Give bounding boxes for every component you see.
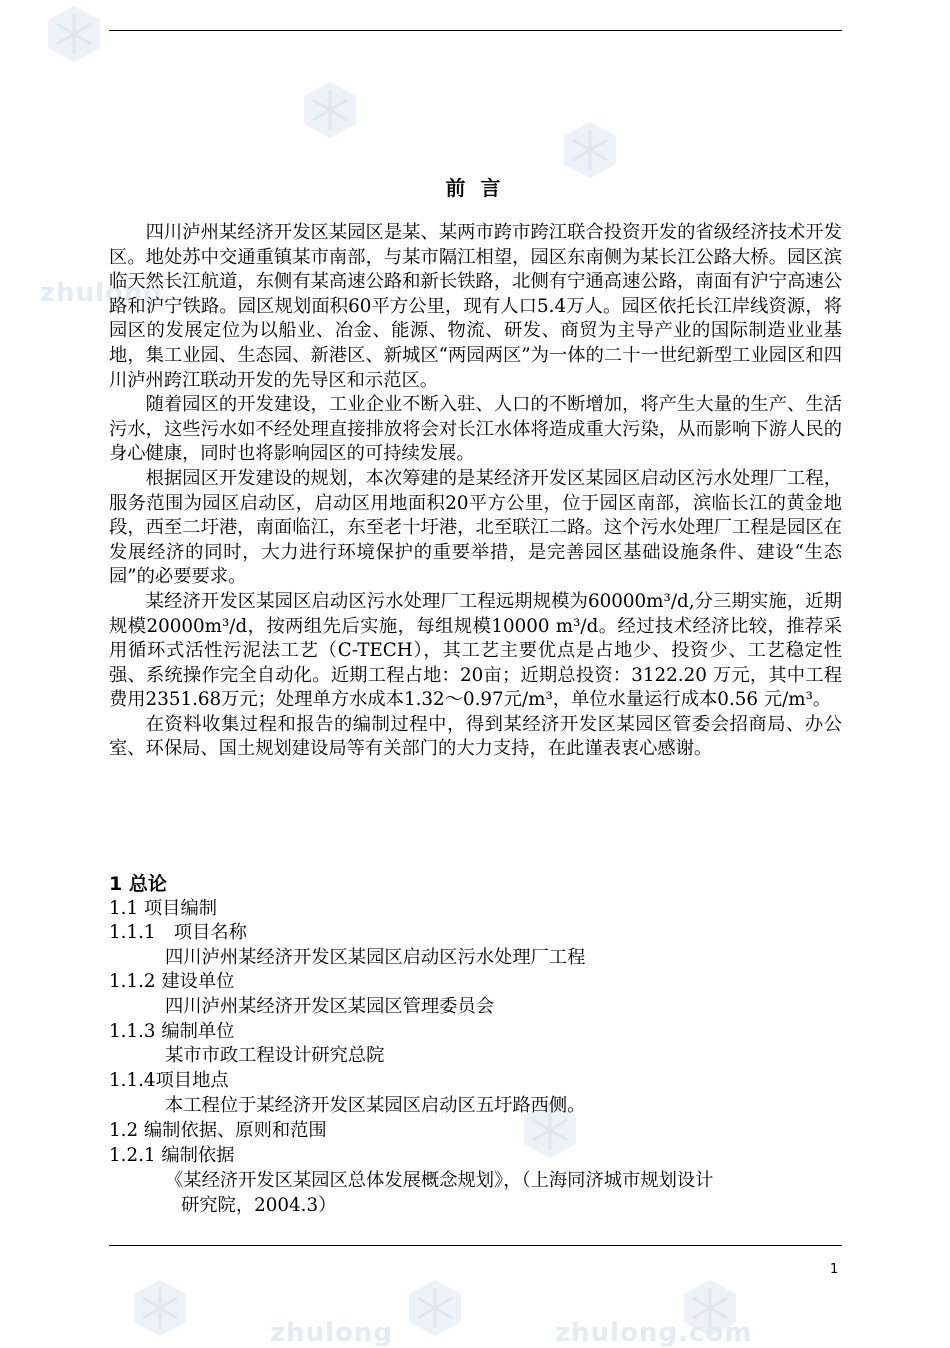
preface-paragraph: 四川泸州某经济开发区某园区是某、某两市跨市跨江联合投资开发的省级经济技术开发区。地处苏中交通重镇某市南部，与某市隔江相望，园区东南侧为某长江公路大桥。园区滨临天然长江航道，东侧有某高速公路和新长铁路，北侧有宁通高速公路，南面有沪宁高速公路和沪宁铁路。园区规划面积60平方公里，现有人口5.4万人。园区依托长江岸线资源，将园区的发展定位为以船业、冶金、能源、物流、研发、商贸为主导产业的国际制造业业基地，集工业园、生态园、新港区、新城区“两园两区”为一体的二十一世纪新型工业园区和四川泸州跨江联动开发的先导区和示范区。 — [109, 222, 842, 391]
preface-paragraph: 随着园区的开发建设，工业企业不断入驻、人口的不断增加，将产生大量的生产、生活污水，这些污水如不经处理直接排放将会对长江水体将造成重大污染，从而影响下游人民的身心健康，同时也将影响园区的可持续发展。 — [109, 394, 842, 465]
footer-rule — [109, 1245, 842, 1246]
snowflake-watermark-icon — [300, 80, 360, 140]
snowflake-watermark-icon — [405, 1278, 465, 1338]
item-value: 四川泸州某经济开发区某园区启动区污水处理厂工程 — [165, 947, 586, 968]
preface-paragraph: 根据园区开发建设的规划，本次筹建的是某经济开发区某园区启动区污水处理厂工程，服务范围为园区启动区，启动区用地面积20平方公里，位于园区南部，滨临长江的黄金地段，西至二圩港，南面临江，东至老十圩港，北至联江二路。这个污水处理厂工程是园区在发展经济的同时，大力进行环境保护的重要举措，是完善园区基础设施条件、建设“生态园”的必要要求。 — [109, 467, 842, 588]
watermark-text: zhulong — [270, 1318, 394, 1348]
item-heading: 1.2.1 编制依据 — [109, 1145, 235, 1166]
reference-line: 研究院，2004.3） — [181, 1195, 337, 1216]
subsection-heading: 1.1 项目编制 — [109, 898, 218, 919]
header-rule — [109, 30, 842, 31]
subsection-heading: 1.2 编制依据、原则和范围 — [109, 1120, 327, 1141]
preface-body — [109, 221, 842, 762]
item-heading: 1.1.4项目地点 — [109, 1070, 229, 1091]
item-value: 四川泸州某经济开发区某园区管理委员会 — [165, 996, 495, 1017]
snowflake-watermark-icon — [130, 1278, 190, 1338]
item-value: 本工程位于某经济开发区某园区启动区五圩路西侧。 — [165, 1095, 586, 1116]
watermark-text: zhulong — [40, 278, 164, 308]
item-heading: 1.1.1 项目名称 — [109, 922, 247, 943]
preface-paragraph: 某经济开发区某园区启动区污水处理厂工程远期规模为60000m³/d,分三期实施，近期规模20000m³/d，按两组先后实施，每组规模10000 m³/d。经过技术经济比较，推荐采用循环式活性污泥法工艺（C-TECH），其工艺主要优点是占地少、投资少、工艺稳定性强、系统操作完全自动化。近期工程占地：20亩；近期总投资：3122.20 万元，其中工程费用2351.68万元；处理单方水成本1.32～0.97元/m³，单位水量运行成本0.56 元/m³。 — [109, 590, 842, 711]
snowflake-watermark-icon — [560, 120, 620, 180]
preface-paragraph: 在资料收集过程和报告的编制过程中，得到某经济开发区某园区管委会招商局、办公室、环保局、国土规划建设局等有关部门的大力支持，在此谨表衷心感谢。 — [109, 713, 842, 760]
watermark-text: zhulong.com — [555, 1318, 753, 1348]
item-value: 某市市政工程设计研究总院 — [165, 1045, 385, 1066]
item-heading: 1.1.3 编制单位 — [109, 1021, 235, 1042]
reference-line: 《某经济开发区某园区总体发展概念规划》，（上海同济城市规划设计 — [165, 1170, 714, 1191]
snowflake-watermark-icon — [44, 4, 104, 64]
page-title: 前 言 — [445, 176, 505, 200]
section-heading: 1 总论 — [109, 873, 167, 895]
item-heading: 1.1.2 建设单位 — [109, 971, 235, 992]
page-number: 1 — [830, 1262, 839, 1277]
